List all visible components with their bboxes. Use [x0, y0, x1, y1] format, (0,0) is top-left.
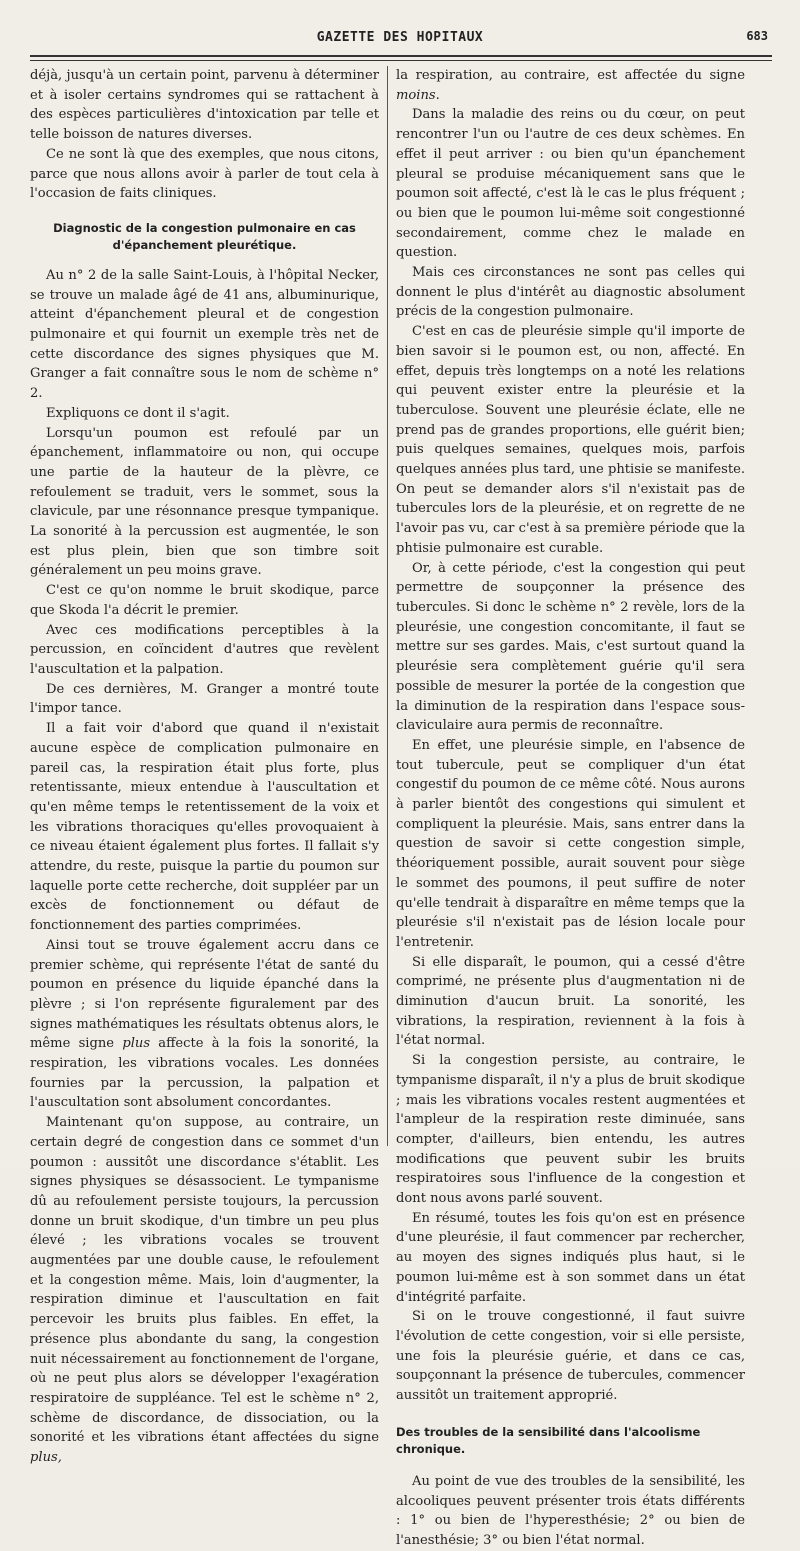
text-run: la respiration, au contraire, est affectée du signe	[396, 68, 745, 83]
running-title: GAZETTE DES HOPITAUX	[316, 30, 484, 45]
paragraph	[30, 1113, 379, 1468]
page-number: 683	[746, 29, 768, 43]
paragraph	[30, 936, 379, 1113]
emphasis: plus	[122, 1036, 151, 1052]
paragraph: Dans la maladie des reins ou du cœur, on peut rencontrer l'un ou l'autre de ces deux schèmes. En effet il peut arriver : ou bien qu'un épanchement pleural se produise mécaniquement sans que le poumon soit affecté, c'est là le cas le plus fréquent ; ou bien que le poumon lui-même soit congestionné secondairement, comme chez le malade en question.	[396, 107, 745, 261]
column-divider	[387, 66, 388, 1146]
paragraph: Lorsqu'un poumon est refoulé par un épanchement, inflammatoire ou non, qui occupe une partie de la hauteur de la plèvre, ce refoulement se traduit, vers le sommet, sous la clavicule, par une résonnance presque tympanique. La sonorité à la percussion est augmentée, le son est plus plein, bien que son timbre soit généralement un peu moins grave.	[30, 425, 379, 579]
text-run: affecte à la fois la sonorité, la respiration, les vibrations vocales. Les données fournies par la percussion, la palpation et l'auscultation sont absolument concordantes.	[30, 1036, 379, 1111]
page-header	[30, 26, 770, 50]
text-run: .	[435, 87, 440, 103]
header-rule-thick	[30, 55, 772, 57]
paragraph: Or, à cette période, c'est la congestion qui peut permettre de soupçonner la présence des tubercules. Si donc le schème n° 2 revèle, lors de la pleurésie, une congestion concomitante, il faut se mettre sur ses gardes. Mais, c'est surtout quand la pleurésie sera complètement guérie qu'il sera possible de mesurer la portée de la congestion que la diminution de la respiration dans l'espace sous-claviculaire aura permis de reconnaître.	[396, 560, 745, 734]
paragraph	[396, 66, 745, 105]
right-column	[396, 66, 745, 1551]
emphasis: plus,	[30, 1450, 62, 1466]
paragraph: En effet, une pleurésie simple, en l'absence de tout tubercule, peut se compliquer d'un état congestif du poumon de ce même côté. Nous aurons à parler bientôt des congestions qui simulent et compliquent la pleurésie. Mais, sans entrer dans la question de savoir si cette congestion simple, théoriquement possible, aurait souvent pour siège le sommet des poumons, il peut suffire de noter qu'elle tendrait à disparaître en même temps que la pleurésie s'il n'existait pas de lésion locale pour l'entretenir.	[396, 737, 745, 950]
text-run: Maintenant qu'on suppose, au contraire, un certain degré de congestion dans ce sommet d'un poumon : aussitôt une discordance s'établit. Les signes physiques se désassocient. Le tympanisme dû au refoulement persiste toujours, la percussion donne un bruit skodique, d'un timbre un peu plus élevé ; les vibrations vocales se trouvent augmentées par une double cause, le refoulement et la congestion même. Mais, loin d'augmenter, la respiration diminue et l'auscultation en fait percevoir les bruits plus faibles. En effet, la présence plus abondante du sang, la congestion nuit nécessairement au fonctionnement de l'organe, où ne peut plus alors se développer l'exagération respiratoire de suppléance. Tel est le schème n° 2, schème de discordance, de dissociation, ou la sonorité et les vibrations étant affectées du signe	[30, 1115, 379, 1446]
paragraph: Si la congestion persiste, au contraire, le tympanisme disparaît, il n'y a plus de bruit skodique ; mais les vibrations vocales restent augmentées et l'ampleur de la respiration reste diminuée, sans compter, d'ailleurs, bien entendu, les autres modifications que peuvent subir les bruits respiratoires sous l'influence de la congestion et dont nous avons parlé souvent.	[396, 1053, 745, 1207]
paragraph: De ces dernières, M. Granger a montré toute l'impor tance.	[30, 681, 379, 717]
header-rule-thin	[30, 60, 772, 61]
paragraph: déjà, jusqu'à un certain point, parvenu à déterminer et à isoler certains syndromes qui se rattachent à des espèces particulières d'intoxication par telle et telle boisson de natures diverses.	[30, 68, 379, 143]
paragraph: Avec ces modifications perceptibles à la percussion, en coïncident d'autres que revèlent l'auscultation et la palpation.	[30, 622, 379, 677]
paragraph: Il a fait voir d'abord que quand il n'existait aucune espèce de complication pulmonaire en pareil cas, la respiration était plus forte, plus retentissante, mieux entendue à l'auscultation et qu'en même temps le retentissement de la voix et les vibrations thoraciques qu'elles provoquaient à ce niveau étaient également plus fortes. Il fallait s'y attendre, du reste, puisque la partie du poumon sur laquelle porte cette recherche, doit suppléer par un excès de fonctionnement ou défaut de fonctionnement des parties comprimées.	[30, 721, 379, 934]
paragraph: Ce ne sont là que des exemples, que nous citons, parce que nous allons avoir à parler de tout cela à l'occasion de faits cliniques.	[30, 146, 379, 202]
paragraph: C'est en cas de pleurésie simple qu'il importe de bien savoir si le poumon est, ou non, affecté. En effet, depuis très longtemps on a noté les relations qui peuvent exister entre la pleurésie et la tuberculose. Souvent une pleurésie éclate, elle ne prend pas de grandes proportions, elle guérit bien; puis quelques semaines, quelques mois, parfois quelques années plus tard, une phtisie se manifeste. On peut se demander alors s'il n'existait pas de tubercules lors de la pleurésie, et on regrette de ne l'avoir pas vu, car c'est à sa première période que la phtisie pulmonaire est curable.	[396, 324, 745, 556]
section-heading: Des troubles de la sensibilité dans l'alcoolisme chronique.	[396, 1424, 701, 1456]
section-heading: Diagnostic de la congestion pulmonaire en cas d'épanchement pleurétique.	[53, 220, 356, 252]
paragraph: Mais ces circonstances ne sont pas celles qui donnent le plus d'intérêt au diagnostic absolument précis de la congestion pulmonaire.	[396, 265, 745, 320]
paragraph: Expliquons ce dont il s'agit.	[46, 405, 230, 421]
paragraph: Au point de vue des troubles de la sensibilité, les alcooliques peuvent présenter trois états différents : 1° ou bien de l'hyperesthésie; 2° ou bien de l'anesthésie; 3° ou bien l'état normal.	[396, 1473, 745, 1548]
left-column	[30, 66, 379, 1468]
paragraph: Si elle disparaît, le poumon, qui a cessé d'être comprimé, ne présente plus d'augmentation ni de diminution d'aucun bruit. La sonorité, les vibrations, la respiration, reviennent à la fois à l'état normal.	[396, 954, 745, 1049]
paragraph: Si on le trouve congestionné, il faut suivre l'évolution de cette congestion, voir si elle persiste, une fois la pleurésie guérie, et dans ce cas, soupçonnant la présence de tubercules, commencer aussitôt un traitement approprié.	[396, 1309, 745, 1404]
text-run: Ainsi tout se trouve également accru dans ce premier schème, qui représente l'état de santé du poumon en présence du liquide épanché dans la plèvre ; si l'on représente figuralement par des signes mathématiques les résultats obtenus alors, le même signe	[30, 937, 379, 1052]
paragraph: C'est ce qu'on nomme le bruit skodique, parce que Skoda l'a décrit le premier.	[30, 583, 379, 618]
paragraph: En résumé, toutes les fois qu'on est en présence d'une pleurésie, il faut commencer par rechercher, au moyen des signes indiqués plus haut, si le poumon lui-même est à son sommet dans un état d'intégrité parfaite.	[396, 1210, 745, 1305]
emphasis: moins	[396, 87, 436, 103]
paragraph: Au n° 2 de la salle Saint-Louis, à l'hôpital Necker, se trouve un malade âgé de 41 ans, albuminurique, atteint d'épanchement pleural et de congestion pulmonaire et qui fournit un exemple très net de cette discordance des signes physiques que M. Granger a fait connaître sous le nom de schème n° 2.	[30, 267, 379, 402]
